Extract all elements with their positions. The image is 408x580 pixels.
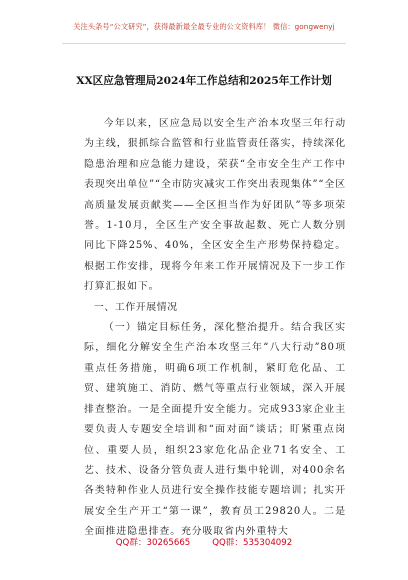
header-promo-note: 关注头条号“公文研究”，获得最新最全最专业的公文资料库！ 微信：gongwenyj	[73, 22, 335, 31]
intro-paragraph: 今年以来，区应急局以安全生产治本攻坚三年行动为主线，狠抓综合监管和行业监管责任落实，持续深化隐患治理和应急能力建设，荣获“全市安全生产工作中表现突出单位”“全市防灾减灾工作突出表现集体”“全区高质量发展贡献奖——全区担当作为好团队”等多项荣誉。1-10月，全区生产安全事故起数、死亡人数分别同比下降25%、40%，全区安全生产形势保持稳定。根据工作安排，现将今年来工作开展情况及下一步工作打算汇报如下。	[84, 118, 346, 293]
body-paragraph: （一）锚定目标任务，深化整治提升。结合我区实际，细化分解安全生产治本攻坚三年“八大行动”80项重点任务措施，明确6项工作机制，紧盯危化品、工贸、建筑施工、消防、燃气等重点行业领域，深入开展排查整治。一是全面提升安全能力。完成933家企业主要负责人专题安全培训和“面对面”谈话；盯紧重点岗位、重要人员，组织23家危化品企业71名安全、工艺、技术、设备分管负责人进行集中轮训，对400余名各类特种作业人员进行安全操作技能专题培训；扎实开展安全生产开工“第一课”，教育员工29820人。二是全面推进隐患排查。充分吸取省内外重特大	[84, 322, 346, 538]
document-body	[84, 114, 346, 543]
document-title: XX区应急管理局2024年工作总结和2025年工作计划	[76, 75, 332, 87]
header-divider	[62, 43, 346, 44]
section-heading: 一、工作开展情况	[93, 301, 178, 313]
footer-contact	[0, 536, 408, 548]
footer-qq-group-1: QQ群：30265665	[115, 538, 191, 548]
footer-qq-group-2: QQ群：535304092	[212, 538, 293, 548]
